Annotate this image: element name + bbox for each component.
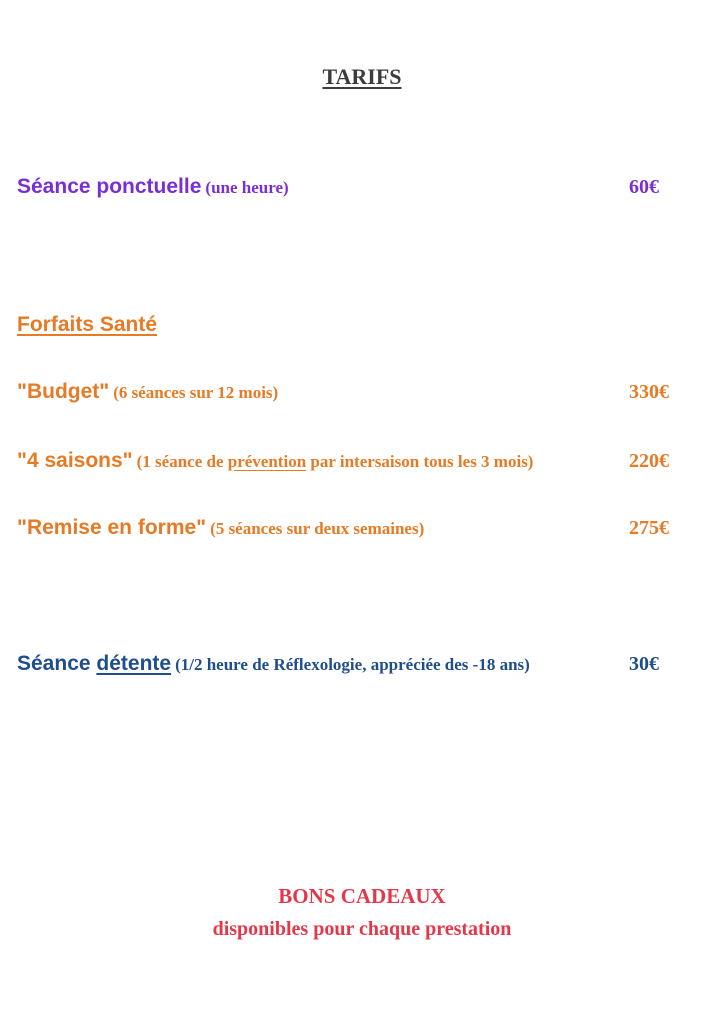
gift-heading: BONS CADEAUX bbox=[278, 884, 446, 908]
forfait-budget-price: 330€ bbox=[629, 381, 669, 403]
seance-detente-name-before: Séance bbox=[17, 652, 97, 675]
seance-detente-price: 30€ bbox=[629, 653, 659, 675]
gift-subheading: disponibles pour chaque prestation bbox=[212, 918, 512, 940]
seance-ponctuelle-price: 60€ bbox=[629, 176, 659, 198]
forfait-budget-row bbox=[17, 380, 278, 404]
forfaits-heading: Forfaits Santé bbox=[17, 313, 158, 336]
forfait-4-saisons-detail-prevention: prévention bbox=[227, 452, 307, 471]
seance-ponctuelle-row bbox=[17, 175, 289, 199]
seance-detente-row bbox=[17, 652, 530, 676]
forfait-4-saisons-row bbox=[17, 449, 533, 473]
forfait-4-saisons-name: "4 saisons" bbox=[17, 449, 133, 472]
forfait-remise-en-forme-name: "Remise en forme" bbox=[17, 516, 207, 539]
forfait-4-saisons-detail-after: par intersaison tous les 3 mois) bbox=[306, 452, 534, 471]
forfait-remise-en-forme-row bbox=[17, 516, 424, 540]
page-title: TARIFS bbox=[322, 64, 402, 89]
forfait-remise-en-forme-price: 275€ bbox=[629, 517, 669, 539]
forfait-4-saisons-price: 220€ bbox=[629, 450, 669, 472]
seance-detente-detail: (1/2 heure de Réflexologie, appréciée des -18 ans) bbox=[175, 655, 530, 674]
forfait-remise-en-forme-detail: (5 séances sur deux semaines) bbox=[210, 519, 425, 538]
seance-ponctuelle-detail: (une heure) bbox=[205, 178, 289, 197]
seance-ponctuelle-name: Séance ponctuelle bbox=[17, 175, 202, 198]
forfait-budget-detail: (6 séances sur 12 mois) bbox=[113, 383, 279, 402]
forfait-4-saisons-detail-before: (1 séance de bbox=[136, 452, 228, 471]
seance-detente-name-detente: détente bbox=[96, 652, 172, 675]
forfait-budget-name: "Budget" bbox=[17, 380, 110, 403]
